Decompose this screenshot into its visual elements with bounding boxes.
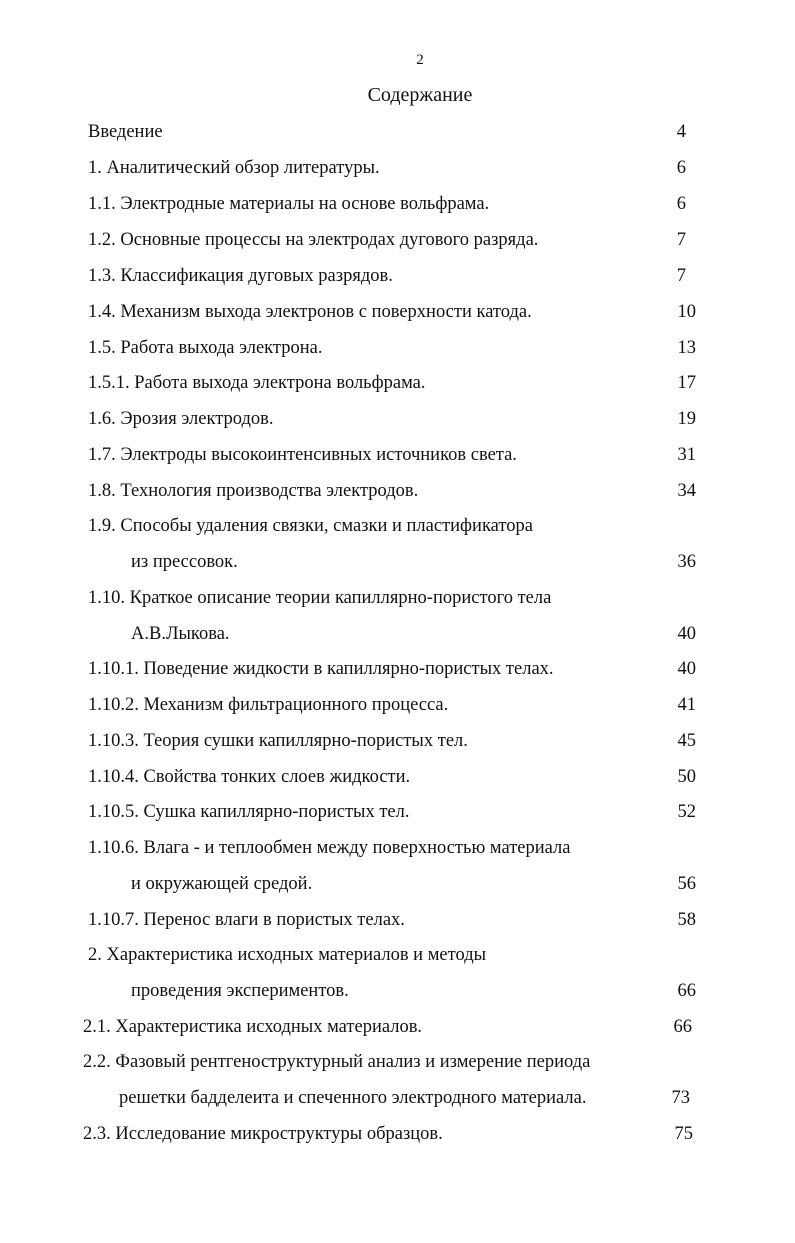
page-title: Содержание [367,84,473,106]
toc-entry-page: 10 [677,302,696,322]
toc-entry-continuation: из прессовок. [131,552,238,572]
toc-entry-text: 1.3. Классификация дуговых разрядов. [88,266,393,286]
page-number: 2 [416,52,424,68]
toc-entry-continuation: решетки бадделеита и спеченного электродного материала. [119,1088,587,1108]
toc-entry-text: 1.4. Механизм выхода электронов с поверхности катода. [88,302,532,322]
toc-entry-page: 7 [676,230,686,250]
toc-entry-text: 2.1. Характеристика исходных материалов. [83,1017,423,1037]
toc-entry-page: 66 [677,981,696,1001]
toc-entry-page: 31 [677,445,696,465]
toc-entry-page: 40 [677,624,696,644]
toc-entry-text: 1.10.3. Теория сушки капиллярно-пористых тел. [88,731,468,751]
toc-entry-page: 41 [677,695,696,715]
toc-entry-continuation: проведения экспериментов. [131,981,349,1001]
toc-entry-page: 34 [677,481,696,501]
toc-entry-page: 40 [677,659,696,679]
toc-entry-text: 1.2. Основные процессы на электродах дугового разряда. [88,230,539,250]
toc-entry-text: 1.10.7. Перенос влаги в пористых телах. [88,910,405,930]
toc-entry-text: 1.6. Эрозия электродов. [88,409,274,429]
toc-entry-page: 4 [676,122,686,142]
toc-entry-page: 66 [673,1017,692,1037]
toc-entry-page: 13 [677,338,696,358]
toc-entry-page: 6 [676,194,686,214]
toc-entry-text: 1.10.4. Свойства тонких слоев жидкости. [88,767,411,787]
toc-entry-continuation: А.В.Лыкова. [131,624,230,644]
toc-entry-text: 1.1. Электродные материалы на основе вольфрама. [88,194,490,214]
toc-entry-page: 73 [671,1088,690,1108]
toc-entry-page: 6 [676,158,686,178]
toc-entry-continuation: и окружающей средой. [131,874,313,894]
toc-entry-text: 1.5.1. Работа выхода электрона вольфрама. [88,373,426,393]
toc-entry-page: 45 [677,731,696,751]
toc-entry-text: 1.8. Технология производства электродов. [88,481,419,501]
toc-entry-page: 17 [677,373,696,393]
toc-entry-text: 1. Аналитический обзор литературы. [88,158,380,178]
toc-entry-page: 19 [677,409,696,429]
toc-entry-text: 1.7. Электроды высокоинтенсивных источников света. [88,445,517,465]
toc-entry-text: 1.10. Краткое описание теории капиллярно-пористого тела [88,588,552,608]
toc-entry-text: 1.5. Работа выхода электрона. [88,338,323,358]
toc-entry-text: 1.9. Способы удаления связки, смазки и пластификатора [88,516,533,536]
toc-entry-text: 1.10.5. Сушка капиллярно-пористых тел. [88,802,410,822]
toc-entry-text: 2.3. Исследование микроструктуры образцов. [83,1124,443,1144]
toc-entry-text: 1.10.6. Влага - и теплообмен между поверхностью материала [88,838,571,858]
toc-entry-page: 56 [677,874,696,894]
toc-entry-page: 75 [674,1124,693,1144]
toc-entry-page: 7 [676,266,686,286]
toc-entry-text: Введение [88,122,163,142]
toc-entry-text: 1.10.1. Поведение жидкости в капиллярно-пористых телах. [88,659,554,679]
toc-entry-page: 58 [677,910,696,930]
toc-entry-page: 50 [677,767,696,787]
toc-entry-text: 2. Характеристика исходных материалов и методы [88,945,487,965]
toc-entry-page: 36 [677,552,696,572]
toc-entry-text: 2.2. Фазовый рентгеноструктурный анализ и измерение периода [83,1052,591,1072]
toc-entry-text: 1.10.2. Механизм фильтрационного процесса. [88,695,449,715]
toc-entry-page: 52 [677,802,696,822]
